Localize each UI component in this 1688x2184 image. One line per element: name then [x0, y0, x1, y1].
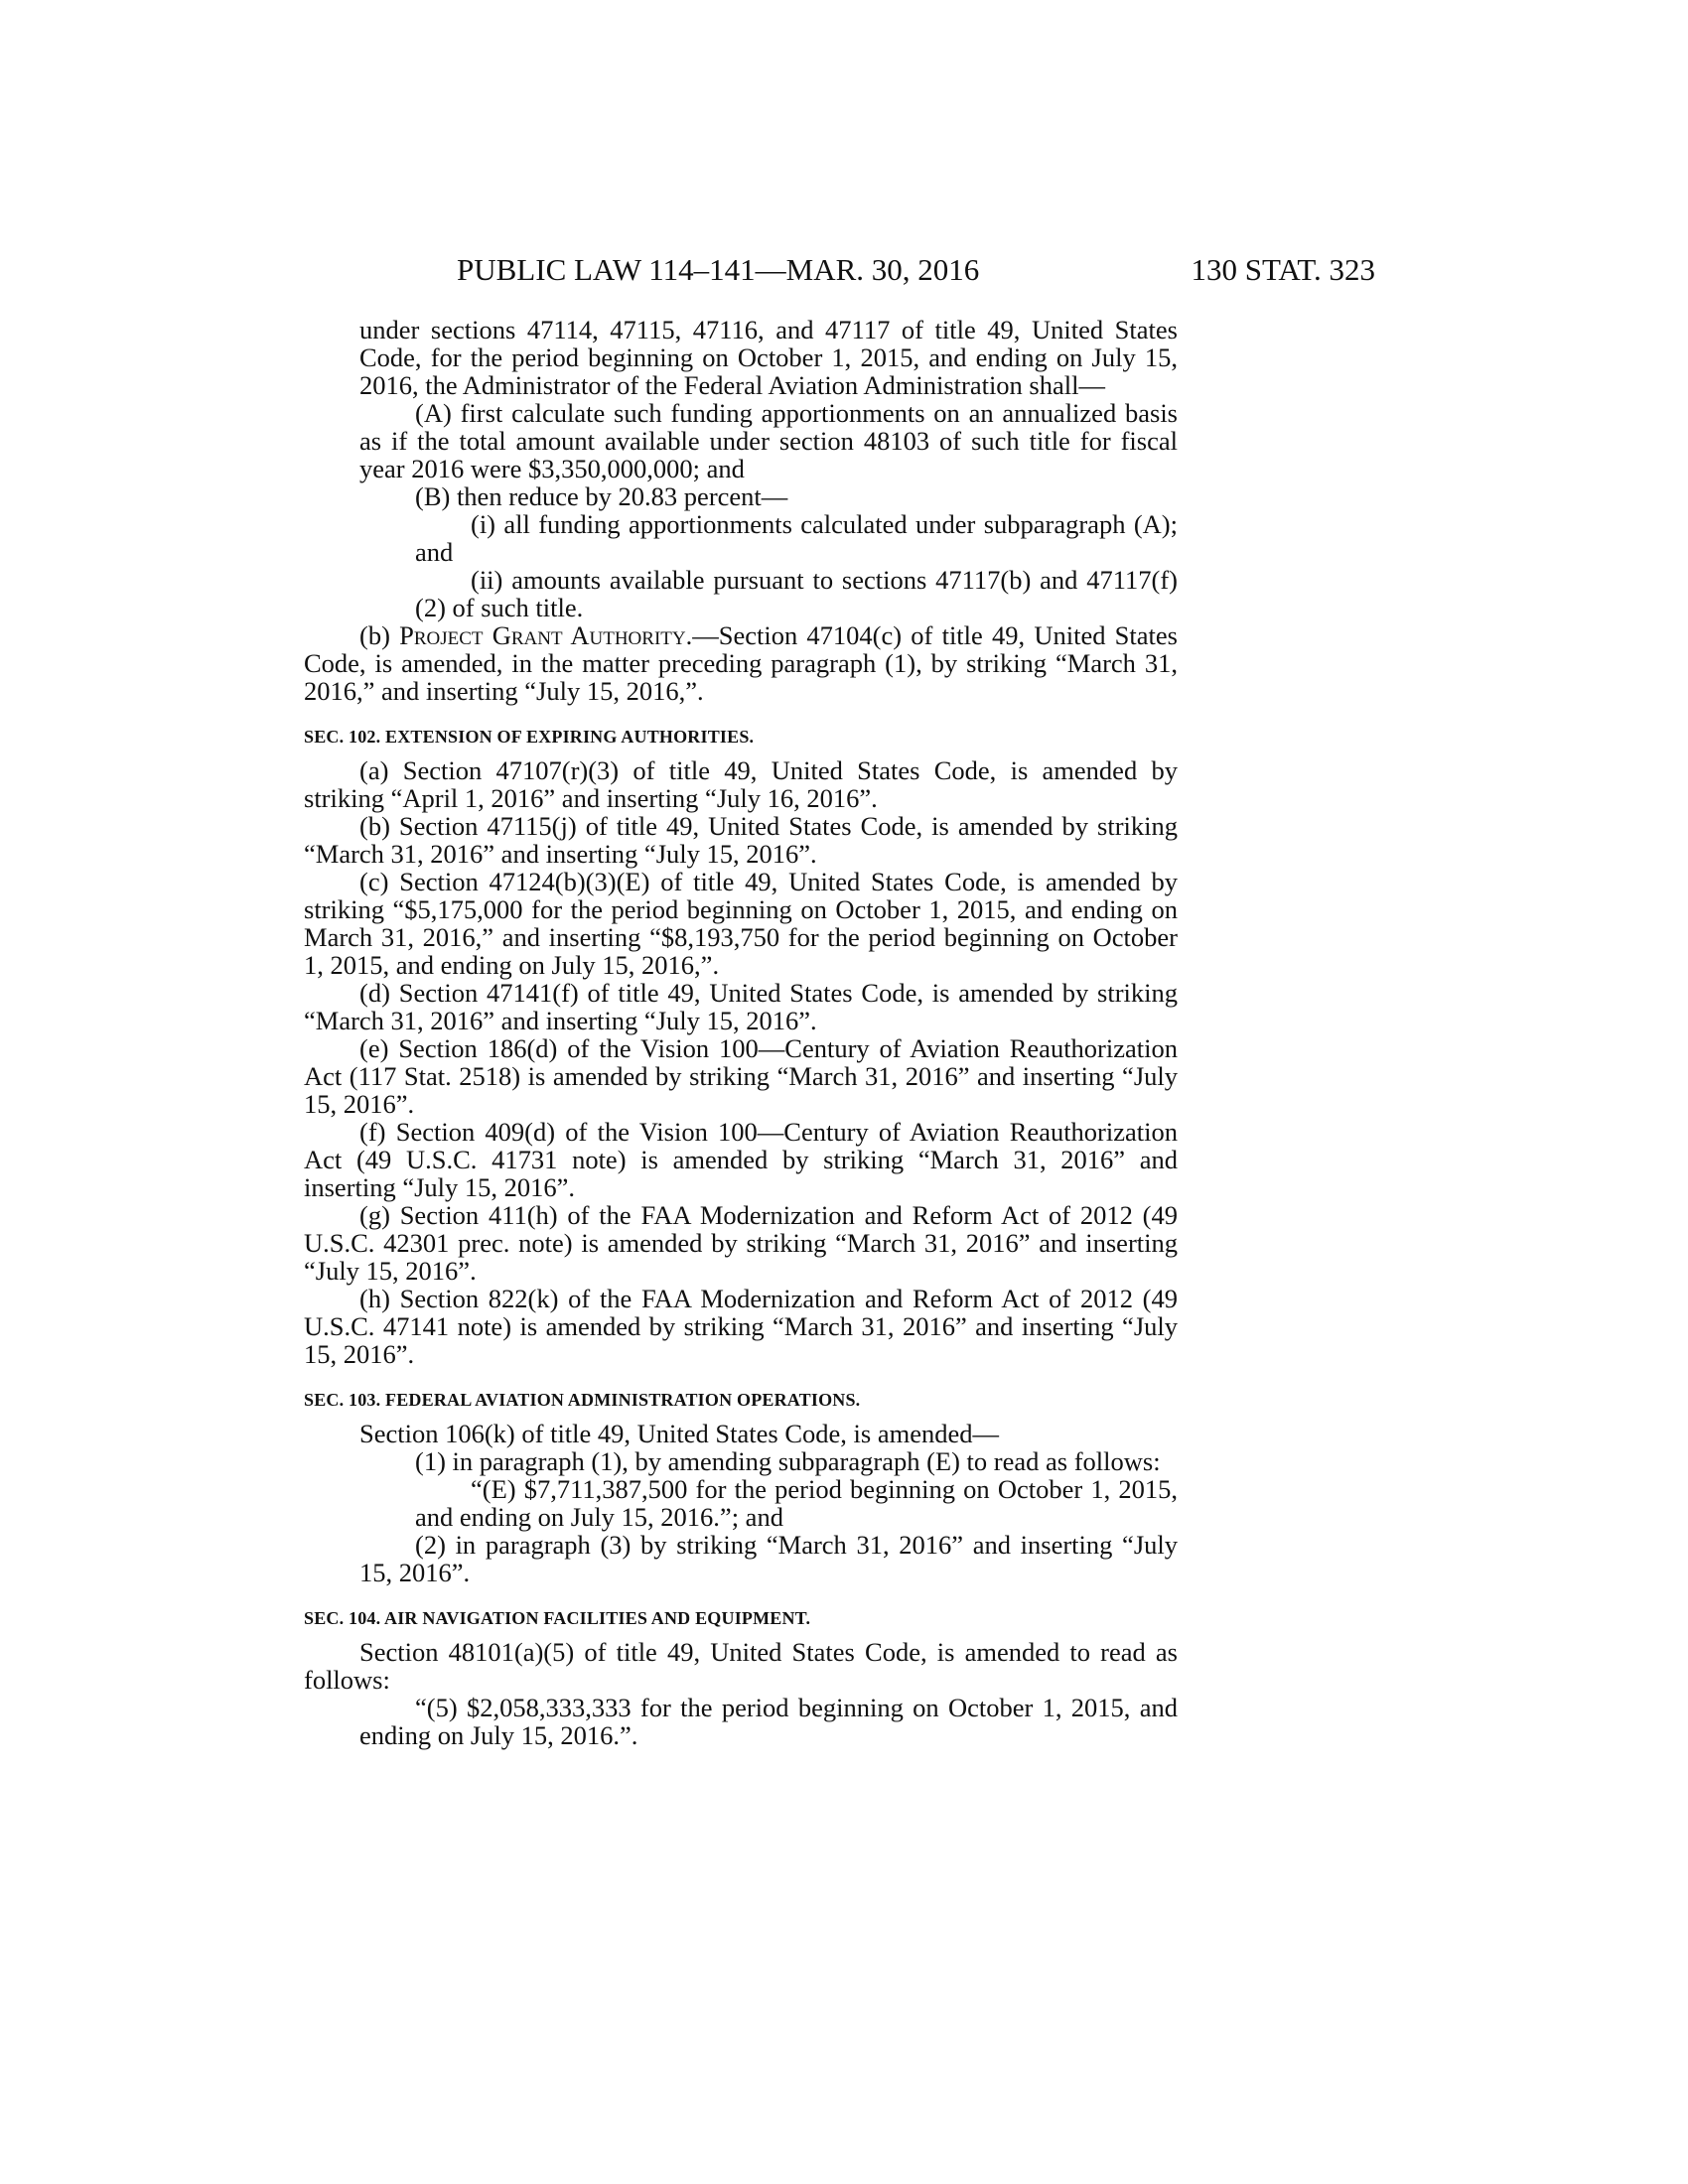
page-number: 130 STAT. 323: [1191, 252, 1375, 287]
document-body: [304, 316, 1178, 1749]
sec102-f: (f) Section 409(d) of the Vision 100—Century of Aviation Reauthorization Act (49 U.S.C. 41731 note) is amended by striking “March 31, 2016” and inserting “July 15, 2016”.: [304, 1117, 1178, 1202]
sec102-b: (b) Section 47115(j) of title 49, United States Code, is amended by striking “March 31, 2016” and inserting “July 15, 2016”.: [304, 811, 1178, 869]
subparagraph-b: (B) then reduce by 20.83 percent—: [415, 481, 788, 511]
page-header: [298, 252, 1375, 288]
project-grant-text: .—Section 47104(c) of title 49, United States Code, is amended, in the matter preceding paragraph (1), by striking “March 31, 2016,” and inserting “July 15, 2016,”.: [304, 620, 1178, 706]
sec104-quote: “(5) $2,058,333,333 for the period beginning on October 1, 2015, and ending on July 15, 2016.”.: [359, 1693, 1178, 1750]
subparagraph-a: (A) first calculate such funding apportionments on an annualized basis as if the total amount available under section 48103 of such title for fiscal year 2016 were $3,350,000,000; and: [359, 398, 1178, 483]
sec102-g: (g) Section 411(h) of the FAA Modernization and Reform Act of 2012 (49 U.S.C. 42301 prec. note) is amended by striking “March 31, 2016” and inserting “July 15, 2016”.: [304, 1200, 1178, 1286]
project-grant-heading: Project Grant Authority: [399, 620, 686, 650]
sec104-intro: Section 48101(a)(5) of title 49, United States Code, is amended to read as follows:: [304, 1637, 1178, 1695]
section-heading-103: SEC. 103. FEDERAL AVIATION ADMINISTRATION OPERATIONS.: [304, 1390, 861, 1410]
sec102-e: (e) Section 186(d) of the Vision 100—Century of Aviation Reauthorization Act (117 Stat. 2518) is amended by striking “March 31, 2016” and inserting “July 15, 2016”.: [304, 1033, 1178, 1119]
clause-ii: (ii) amounts available pursuant to sections 47117(b) and 47117(f)(2) of such title.: [415, 565, 1178, 622]
sec102-c: (c) Section 47124(b)(3)(E) of title 49, United States Code, is amended by striking “$5,175,000 for the period beginning on October 1, 2015, and ending on March 31, 2016,” and inserting “$8,193,750 for the period beginning on October 1, 2015, and ending on July 15, 2016,”.: [304, 867, 1178, 980]
sec103-paragraph-1: (1) in paragraph (1), by amending subparagraph (E) to read as follows:: [415, 1446, 1161, 1476]
section-heading-102: SEC. 102. EXTENSION OF EXPIRING AUTHORITIES.: [304, 727, 755, 747]
continuation-lead: under sections 47114, 47115, 47116, and 47117 of title 49, United States Code, for the period beginning on October 1, 2015, and ending on July 15, 2016, the Administrator of the Federal Aviation Administration shall—: [359, 315, 1178, 400]
running-title: PUBLIC LAW 114–141—MAR. 30, 2016: [457, 252, 980, 287]
section-heading-104: SEC. 104. AIR NAVIGATION FACILITIES AND EQUIPMENT.: [304, 1608, 811, 1628]
sec102-h: (h) Section 822(k) of the FAA Modernization and Reform Act of 2012 (49 U.S.C. 47141 note) is amended by striking “March 31, 2016” and inserting “July 15, 2016”.: [304, 1284, 1178, 1369]
sec102-a: (a) Section 47107(r)(3) of title 49, United States Code, is amended by striking “April 1, 2016” and inserting “July 16, 2016”.: [304, 755, 1178, 813]
project-grant-authority: [304, 621, 1178, 705]
sec103-paragraph-1-quote: “(E) $7,711,387,500 for the period beginning on October 1, 2015, and ending on July 15, 2016.”; and: [415, 1474, 1178, 1532]
project-grant-prefix: (b): [359, 620, 400, 650]
sec102-d: (d) Section 47141(f) of title 49, United States Code, is amended by striking “March 31, 2016” and inserting “July 15, 2016”.: [304, 978, 1178, 1035]
sec103-intro: Section 106(k) of title 49, United States Code, is amended—: [359, 1419, 999, 1448]
clause-i: (i) all funding apportionments calculated under subparagraph (A); and: [415, 509, 1178, 567]
sec103-paragraph-2: (2) in paragraph (3) by striking “March 31, 2016” and inserting “July 15, 2016”.: [359, 1530, 1178, 1587]
